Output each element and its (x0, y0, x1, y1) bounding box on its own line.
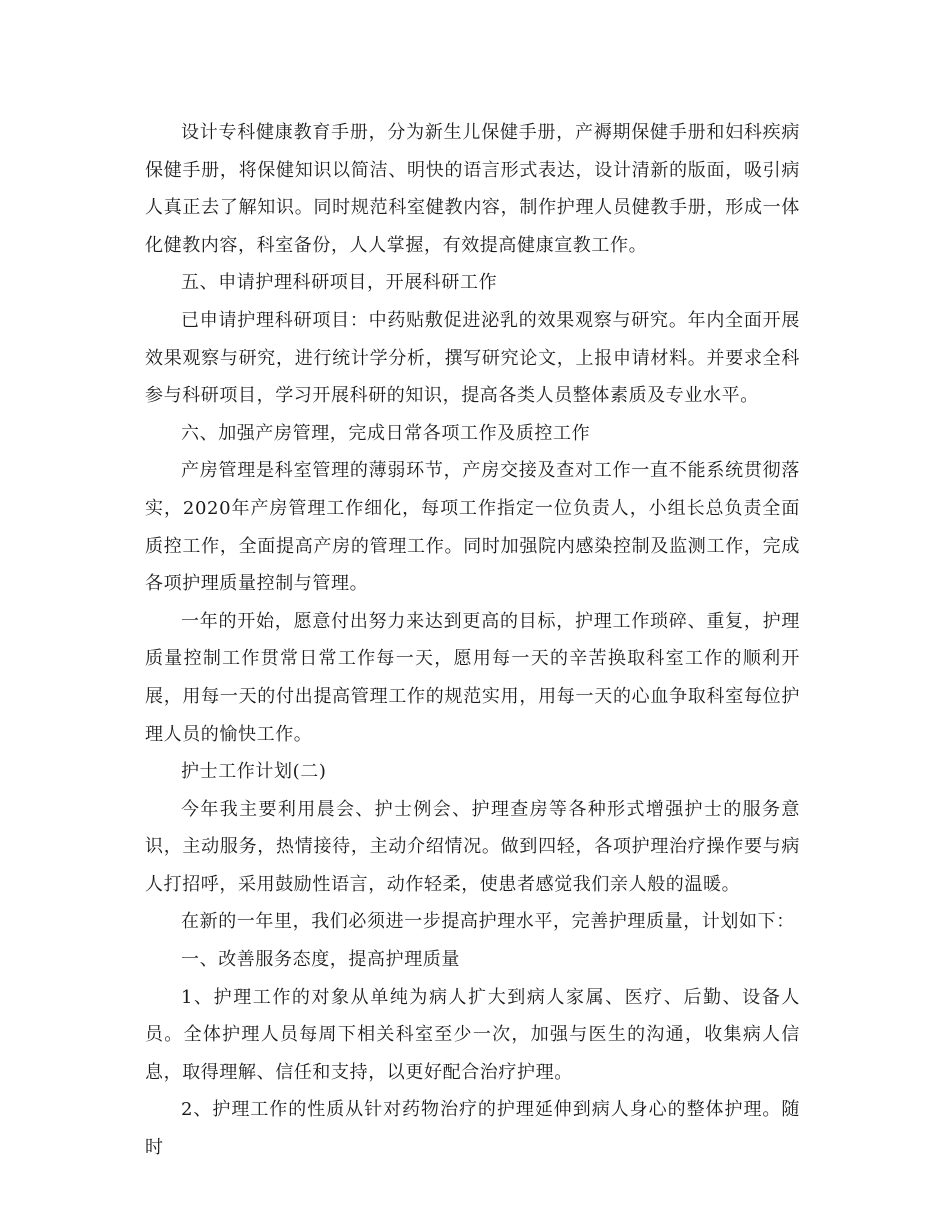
section-heading-research: 五、申请护理科研项目，开展科研工作 (181, 272, 498, 294)
document-subtitle: 护士工作计划(二) (181, 761, 327, 783)
list-item-2: 2、护理工作的性质从针对药物治疗的护理延伸到病人身心的整体护理。随时 (145, 1099, 800, 1159)
paragraph-delivery-room-management: 产房管理是科室管理的薄弱环节，产房交接及查对工作一直不能系统贯彻落实，2020年产房管理工作细化，每项工作指定一位负责人，小组长总负责全面质控工作，全面提高产房的管理工作。同时加强院内感染控制及监测工作，完成各项护理质量控制与管理。 (145, 460, 800, 595)
paragraph-research-project: 已申请护理科研项目：中药贴敷促进泌乳的效果观察与研究。年内全面开展效果观察与研究，进行统计学分析，撰写研究论文，上报申请材料。并要求全科参与科研项目，学习开展科研的知识，提高各类人员整体素质及专业水平。 (145, 309, 800, 407)
list-item-1: 1、护理工作的对象从单纯为病人扩大到病人家属、医疗、后勤、设备人员。全体护理人员每周下相关科室至少一次，加强与医生的沟通，收集病人信息，取得理解、信任和支持，以更好配合治疗护理。 (145, 986, 800, 1083)
paragraph-year-start: 一年的开始，愿意付出努力来达到更高的目标，护理工作琐碎、重复，护理质量控制工作贯常日常工作每一天，愿用每一天的辛苦换取科室工作的顺利开展，用每一天的付出提高管理工作的规范实用，用每一天的心血争取科室每位护理人员的愉快工作。 (145, 610, 800, 745)
section-heading-delivery-room: 六、加强产房管理，完成日常各项工作及质控工作 (181, 422, 591, 444)
document-body (145, 114, 800, 1167)
section-heading-service-attitude: 一、改善服务态度，提高护理质量 (181, 949, 460, 971)
paragraph-new-year-plan: 在新的一年里，我们必须进一步提高护理水平，完善护理质量，计划如下： (181, 911, 795, 933)
paragraph-service-awareness: 今年我主要利用晨会、护士例会、护理查房等各种形式增强护士的服务意识，主动服务，热情接待，主动介绍情况。做到四轻，各项护理治疗操作要与病人打招呼，采用鼓励性语言，动作轻柔，使患者感觉我们亲人般的温暖。 (145, 798, 800, 895)
paragraph-health-education-manual: 设计专科健康教育手册，分为新生儿保健手册，产褥期保健手册和妇科疾病保健手册，将保健知识以简洁、明快的语言形式表达，设计清新的版面，吸引病人真正去了解知识。同时规范科室健教内容，制作护理人员健教手册，形成一体化健教内容，科室备份，人人掌握，有效提高健康宣教工作。 (145, 122, 800, 256)
